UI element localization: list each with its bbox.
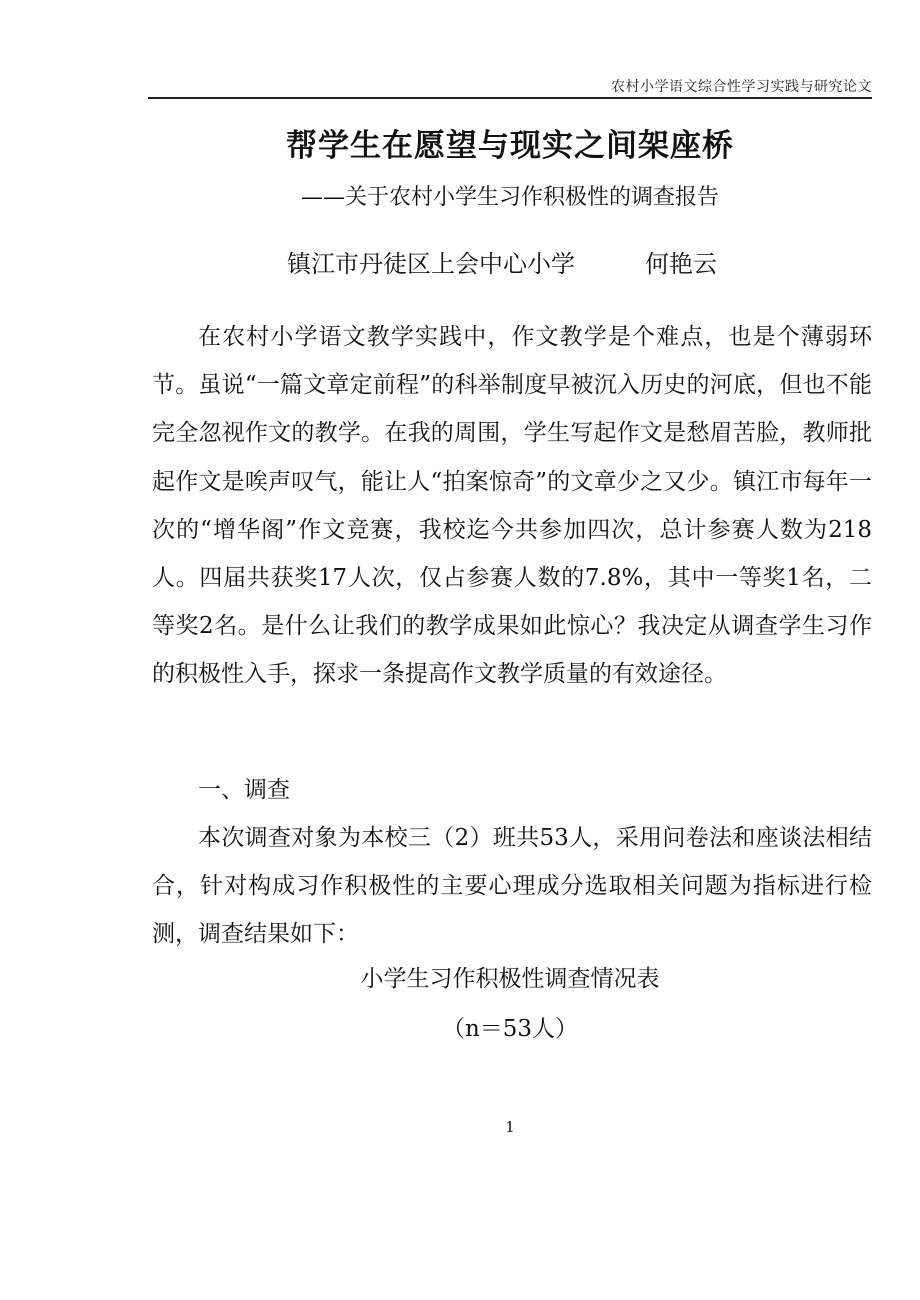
document-subtitle: ——关于农村小学生习作积极性的调查报告 <box>300 185 719 210</box>
document-title: 帮学生在愿望与现实之间架座桥 <box>286 128 734 164</box>
table-sample-size: （n＝53人） <box>441 1016 579 1042</box>
section-heading: 一、调查 <box>198 777 290 803</box>
body-paragraph: 本次调查对象为本校三（2）班共53人，采用问卷法和座谈法相结合，针对构成习作积极性的主要心理成分选取相关问题为指标进行检测，调查结果如下： <box>152 825 872 948</box>
table-caption: 小学生习作积极性调查情况表 <box>360 966 660 992</box>
running-header-title: 农村小学语文综合性学习实践与研究论文 <box>611 79 872 95</box>
header-rule <box>148 97 872 99</box>
body-paragraph: 在农村小学语文教学实践中，作文教学是个难点，也是个薄弱环节。虽说“一篇文章定前程”的科举制度早被沉入历史的河底，但也不能完全忽视作文的教学。在我的周围，学生写起作文是愁眉苦脸，教师批起作文是唉声叹气，能让人“拍案惊奇”的文章少之又少。镇江市每年一次的“增华阁”作文竞赛，我校迄今共参加四次，总计参赛人数为218人。四届共获奖17人次，仅占参赛人数的7.8%，其中一等奖1名，二等奖2名。是什么让我们的教学成果如此惊心？我决定从调查学生习作的积极性入手，探求一条提高作文教学质量的有效途径。 <box>152 324 872 688</box>
author-line <box>287 244 717 279</box>
page-number: 1 <box>505 1118 515 1136</box>
author-affiliation: 镇江市丹徒区上会中心小学 <box>287 250 575 278</box>
author-name: 何艳云 <box>645 250 717 278</box>
